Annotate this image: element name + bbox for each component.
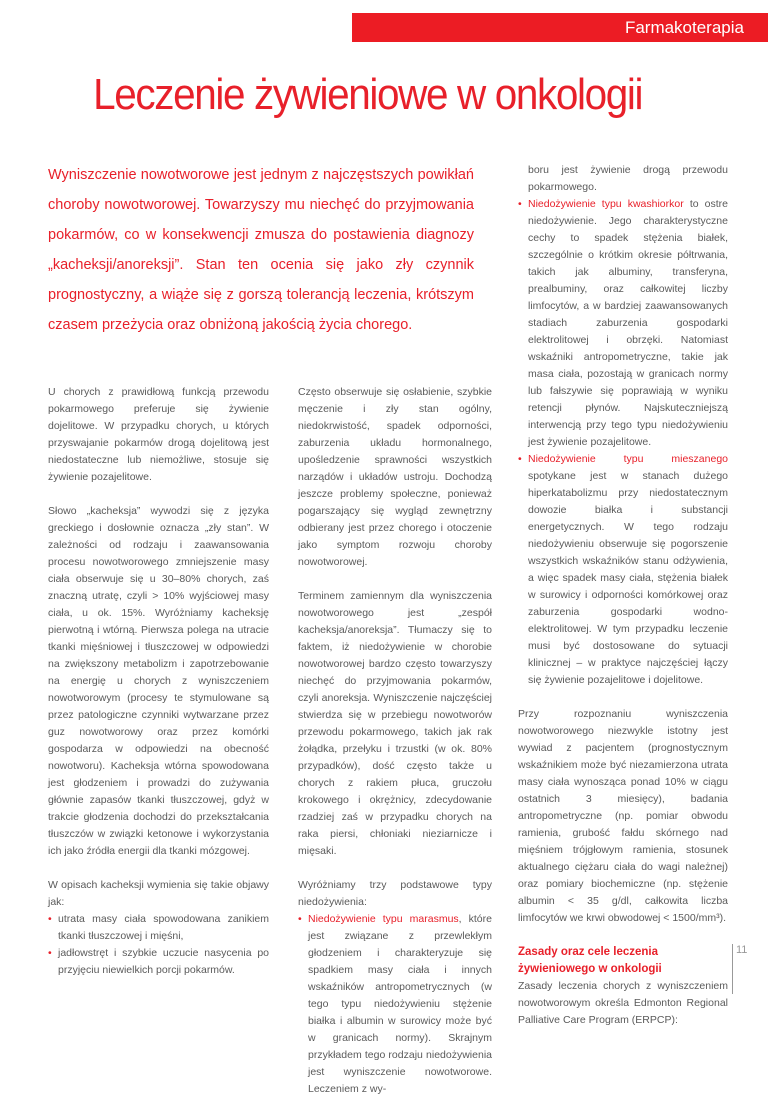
column-1 — [48, 384, 269, 996]
paragraph: W opisach kacheksji wymienia się takie objawy jak: — [48, 879, 269, 908]
malnutrition-types-list-continued — [518, 162, 728, 689]
term-description: to ostre niedożywienie. Jego charakterystyczne cechy to spadek stężenia białek, szczególnie o krótkim okresie półtrwania, takich jak albuminy, transferyna, prealbuminy, oraz całkowitej liczby limfocytów, a w bardziej zaawansowanych stadiach zaburzenia gospodarki elektrolitowej i obrzęki. Natomiast wskaźniki antropometryczne, takie jak masa ciała, pozostają w granicach normy lub fałszywie się poprawiają w wyniku retencji płynów. Najskuteczniejszą interwencją przy tego typu niedożywieniu jest żywienie pozajelitowe. — [528, 198, 728, 448]
continued-text: boru jest żywienie drogą przewodu pokarmowego. — [528, 164, 728, 193]
symptom-list — [48, 911, 269, 979]
list-item — [518, 451, 728, 689]
page-number-rule — [732, 944, 733, 994]
lead-paragraph: Wyniszczenie nowotworowe jest jednym z najczęstszych powikłań choroby nowotworowej. Towarzyszy mu niechęć do przyjmowania pokarmów, co w konsekwencji zmusza do postawienia diagnozy „kacheksji/anoreksji”. Stan ten ocenia się jako zły czynnik prognostyczny, a wiąże się z gorszą tolerancją leczenia, krótszym czasem przeżycia oraz obniżoną jakością życia chorego. — [48, 167, 474, 333]
term: Niedożywienie typu kwashiorkor — [528, 198, 684, 210]
list-item: • utrata masy ciała spowodowana zanikiem tkanki tłuszczowej i mięśni, — [48, 911, 269, 945]
malnutrition-types-list — [298, 911, 492, 1098]
list-item-continued — [518, 162, 728, 196]
list-item: • jadłowstręt i szybkie uczucie nasycenia po przyjęciu niewielkich porcji pokarmów. — [48, 945, 269, 979]
list-item — [298, 911, 492, 1098]
paragraph: Słowo „kacheksja” wywodzi się z języka greckiego i dosłownie oznacza „zły stan”. W zależności od rodzaju i zaawansowania procesu nowotworowego zmniejszenie masy ciała obserwuje się u 30–80% chorych, zaś znaczną utratę, czyli > 10% wyjściowej masy ciała, u ok. 15%. Wyróżniamy kacheksję pierwotną i wtórną. Pierwsza polega na utracie tkanki mięśniowej i tłuszczowej w odpowiedzi na zwiększony metabolizm i zapotrzebowanie na energię u chorych z wyniszczeniem nowotworowym (procesy te stymulowane są przez patologiczne czynniki wytwarzane przez guz nowotworowy oraz przez komórki gospodarza w odpowiedzi na obecność nowotworu). Kacheksja wtórna spowodowana jest głodzeniem i prowadzi do zużywania głównie zapasów tkanki tłuszczowej, gdyż w trakcie głodzenia dochodzi do przekształcania tłuszczów w związki ketonowe i wykorzystania ich jako źródła energii dla tkanki mózgowej. — [48, 505, 269, 857]
list-item — [518, 196, 728, 451]
paragraph: Często obserwuje się osłabienie, szybkie męczenie i zły stan ogólny, niedokrwistość, spadek odporności, zaburzenia układu hormonalnego, upośledzenie sprawności wszystkich narządów i układów ustroju. Dochodzą jeszcze problemy społeczne, ponieważ pogarszający się wygląd zewnętrzny odbierany jest przez chorego i otoczenie jako symptom rozwoju choroby nowotworowej. — [298, 386, 492, 568]
paragraph: Wyróżniamy trzy podstawowe typy niedożywienia: — [298, 879, 492, 908]
paragraph: Terminem zamiennym dla wyniszczenia nowotworowego jest „zespół kacheksja/anoreksja”. Tłumaczy się to faktem, iż niedożywienie w chorobie nowotworowej bardzo często towarzyszy niechęć do przyjmowania pokarmów, czyli anoreksja. Wyniszczenie najczęściej stwierdza się w przebiegu nowotworów przewodu pokarmowego, takich jak rak żołądka, przełyku i trzustki (w ok. 80% przypadków), dość często także u chorych z rakiem płuca, gruczołu krokowego i okrężnicy, zdecydowanie rzadziej zaś w przypadku chorych na raka piersi, chłoniaki nieziarnicze i mięsaki. — [298, 590, 492, 857]
paragraph: Zasady leczenia chorych z wyniszczeniem nowotworowym określa Edmonton Regional Palliative Care Program (ERPCP): — [518, 980, 728, 1026]
paragraph: U chorych z prawidłową funkcją przewodu pokarmowego preferuje się żywienie dojelitowe. W przypadku chorych, u których przyswajanie pokarmów drogą dojelitową jest niedostateczne lub niemożliwe, stosuje się żywienie pozajelitowe. — [48, 386, 269, 483]
term-description: spotykane jest w stanach dużego hiperkatabolizmu przy niedostatecznym dowozie białka i substancji energetycznych. W tego rodzaju niedożywieniu obserwuje się pogorszenie wszystkich wskaźników stanu odżywienia, a więc spadek masy ciała, stężenia białek w surowicy i odporności komórkowej oraz zaburzenia gospodarki wodno-elektrolitowej. W tym przypadku leczenie musi być dostosowane do sytuacji klinicznej – w praktyce najczęściej łączy się żywienie pozajelitowe i dojelitowe. — [528, 470, 728, 686]
column-3 — [518, 162, 728, 1046]
article-title: Leczenie żywieniowe w onkologii — [93, 70, 643, 119]
term: Niedożywienie typu marasmus — [308, 913, 459, 925]
section-label: Farmakoterapia — [352, 13, 768, 42]
term-description: , które jest związane z przewlekłym głodzeniem i charakteryzuje się spadkiem masy ciała i innych wskaźników antropometrycznych (w tego typu niedożywieniu stężenie białka i albumin w surowicy może być w granicach normy). Skrajnym przykładem tego rodzaju niedożywienia jest wyniszczenie nowotworowe. Leczeniem z wy- — [308, 913, 492, 1095]
term: Niedożywienie typu mieszanego — [528, 453, 728, 465]
page-number: 11 — [736, 944, 748, 956]
column-2 — [298, 384, 492, 1115]
paragraph: Przy rozpoznaniu wyniszczenia nowotworowego niezwykle istotny jest wywiad z pacjentem (prognostycznym wskaźnikiem może być niezamierzona utrata masy ciała wynosząca ponad 10% w ciągu ostatnich 3 miesięcy), badania antropometryczne (np. pomiar obwodu ramienia, grubość fałdu skórnego nad mięśniem trójgłowym ramienia, stosunek aktualnego ciężaru ciała do wagi należnej) oraz pomiary biochemiczne (np. stężenie albumin < 35 g/dl, całkowita liczba limfocytów we krwi obwodowej < 1500/mm³). — [518, 708, 728, 924]
section-heading: Zasady oraz cele leczenia żywieniowego w onkologii — [518, 946, 662, 975]
